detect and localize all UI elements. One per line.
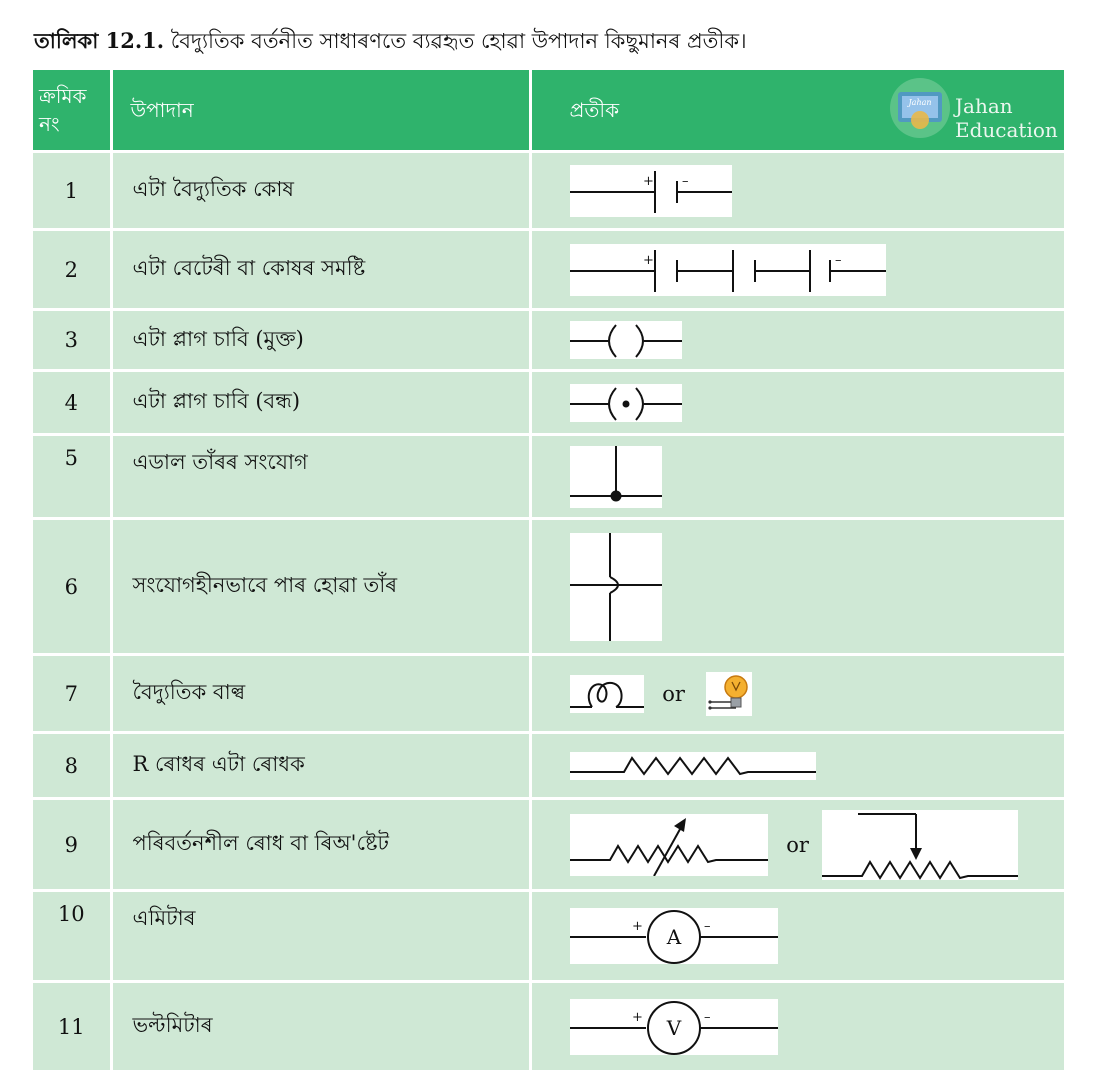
symbol-cell [530, 310, 1064, 371]
table-row [33, 435, 1064, 519]
watermark-text: Jahan Education [955, 94, 1058, 142]
component-name: এটা প্লাগ চাবি (মুক্ত) [111, 310, 530, 371]
table-row [33, 152, 1064, 230]
symbol-cell [530, 655, 1064, 733]
component-name: পৰিবৰ্তনশীল ৰোধ বা ৰিঅ'ষ্টেট [111, 799, 530, 891]
component-name: এটা প্লাগ চাবি (বন্ধ) [111, 371, 530, 435]
svg-text:+: + [631, 919, 643, 934]
table-row [33, 310, 1064, 371]
header-serial: ক্ৰমিক নং [33, 70, 111, 152]
header-symbol: প্ৰতীক Jahan Jahan Education [530, 70, 1064, 152]
battery-symbol [570, 244, 886, 296]
symbol-cell [530, 435, 1064, 519]
table-row [33, 733, 1064, 799]
svg-text:–: – [681, 173, 688, 189]
svg-text:–: – [703, 919, 710, 934]
row-number: 5 [33, 435, 111, 519]
row-number: 6 [33, 519, 111, 655]
ammeter-label: A [666, 925, 681, 949]
symbol-cell [530, 982, 1064, 1072]
svg-text:–: – [703, 1009, 710, 1025]
plug-key-open-symbol [570, 321, 682, 359]
header-component: উপাদান [111, 70, 530, 152]
or-label: or [786, 832, 809, 857]
table-row [33, 982, 1064, 1072]
wires-crossing-symbol [570, 533, 662, 641]
row-number: 8 [33, 733, 111, 799]
row-number: 4 [33, 371, 111, 435]
caption-text: বৈদ্যুতিক বৰ্তনীত সাধাৰণতে ব্যৱহৃত হোৱা উপাদান কিছুমানৰ প্ৰতীক। [164, 29, 747, 53]
table-row [33, 371, 1064, 435]
component-name: ভল্টমিটাৰ [111, 982, 530, 1072]
component-name: সংযোগহীনভাবে পাৰ হোৱা তাঁৰ [111, 519, 530, 655]
table-row [33, 891, 1064, 982]
voltmeter-symbol [570, 999, 778, 1055]
svg-text:+: + [642, 173, 654, 189]
symbol-cell [530, 519, 1064, 655]
table-row [33, 519, 1064, 655]
voltmeter-label: V [666, 1015, 681, 1040]
plug-key-closed-symbol [570, 384, 682, 422]
row-number: 3 [33, 310, 111, 371]
svg-text:+: + [642, 252, 654, 268]
row-number: 1 [33, 152, 111, 230]
svg-text:+: + [631, 1009, 643, 1025]
component-name: বৈদ্যুতিক বাল্ব [111, 655, 530, 733]
caption-label: তালিকা 12.1. [34, 28, 165, 53]
header-row [33, 70, 1064, 152]
rheostat-symbol [822, 810, 1018, 880]
component-name: এটা বেটেৰী বা কোষৰ সমষ্টি [111, 230, 530, 310]
ammeter-symbol [570, 908, 778, 964]
symbol-cell [530, 799, 1064, 891]
bulb-coil-symbol [570, 675, 644, 713]
row-number: 10 [33, 891, 111, 982]
row-number: 9 [33, 799, 111, 891]
symbol-cell [530, 230, 1064, 310]
svg-text:–: – [834, 252, 841, 268]
component-name: R ৰোধৰ এটা ৰোধক [111, 733, 530, 799]
wire-joint-symbol [570, 446, 662, 508]
bulb-icon [706, 672, 752, 716]
symbol-cell [530, 152, 1064, 230]
watermark-logo [880, 72, 1062, 146]
table-caption [34, 26, 1074, 56]
table-row [33, 655, 1064, 733]
row-number: 2 [33, 230, 111, 310]
electric-cell-symbol [570, 165, 732, 217]
symbol-cell [530, 733, 1064, 799]
resistor-symbol [570, 752, 816, 780]
component-name: এটা বৈদ্যুতিক কোষ [111, 152, 530, 230]
symbol-cell [530, 891, 1064, 982]
symbol-table [33, 70, 1064, 1073]
component-name: এডাল তাঁৰৰ সংযোগ [111, 435, 530, 519]
symbol-cell [530, 371, 1064, 435]
variable-resistor-symbol [570, 814, 768, 876]
row-number: 11 [33, 982, 111, 1072]
table-row [33, 230, 1064, 310]
component-name: এমিটাৰ [111, 891, 530, 982]
watermark-badge: Jahan [908, 98, 932, 107]
row-number: 7 [33, 655, 111, 733]
or-label: or [662, 681, 685, 706]
watermark-icon [880, 72, 960, 146]
table-row [33, 799, 1064, 891]
